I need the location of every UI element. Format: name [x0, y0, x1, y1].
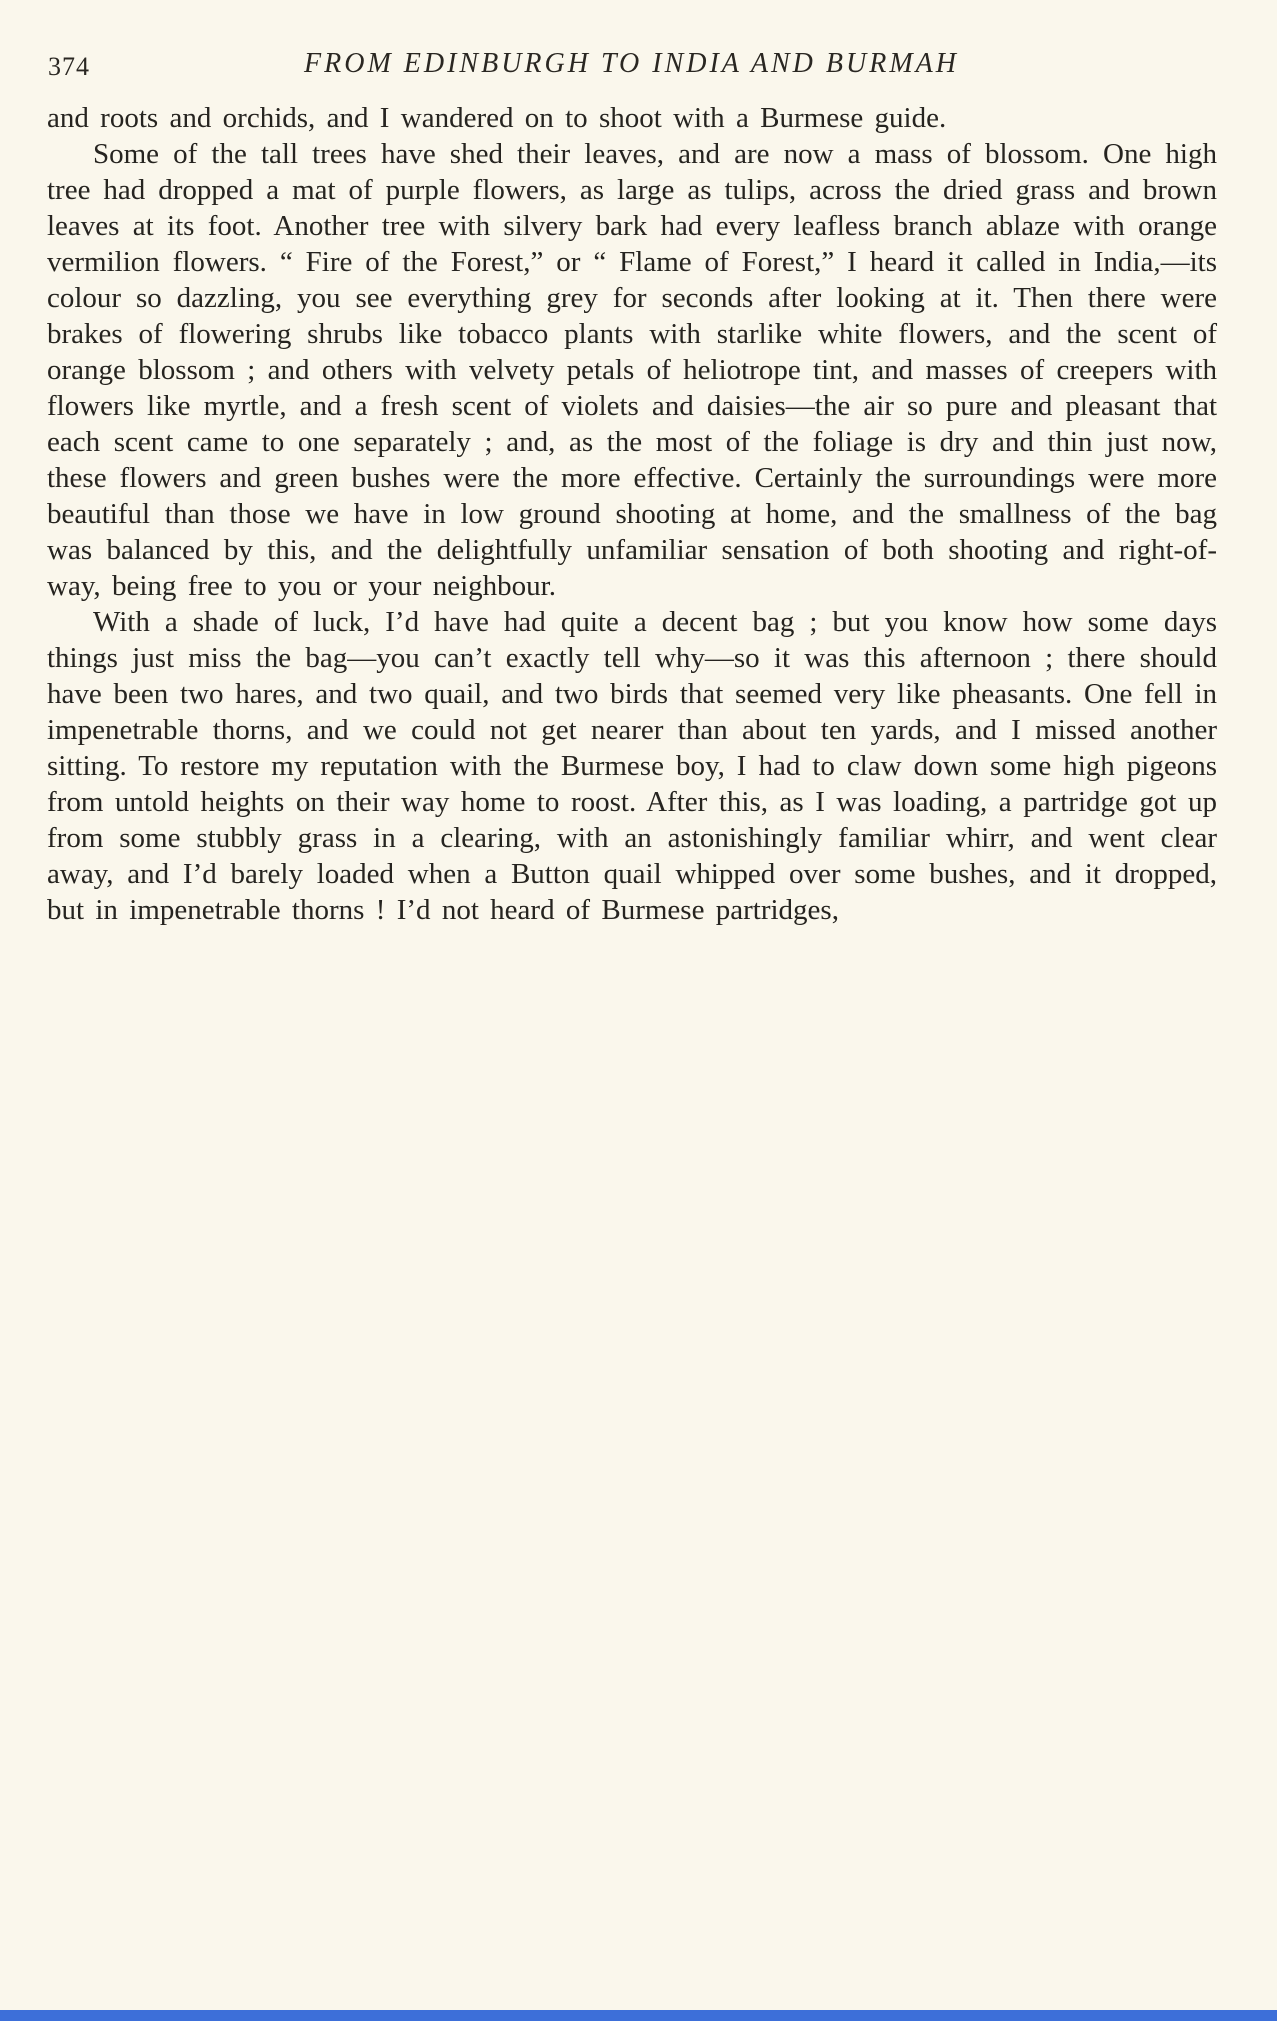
- page-number: 374: [48, 52, 90, 81]
- paragraph: Some of the tall trees have shed their leaves, and are now a mass of blossom. One high tree had dropped a mat of purple flowers, as large as tulips, across the dried grass and brown leaves at its foot. Another tree with silvery bark had every leafless branch ablaze with orange vermilion flowers. “ Fire of the Forest,” or “ Flame of Forest,” I heard it called in India,—its colour so dazzling, you see everything grey for seconds after looking at it. Then there were brakes of flowering shrubs like tobacco plants with starlike white flowers, and the scent of orange blossom ; and others with velvety petals of heliotrope tint, and masses of creepers with flowers like myrtle, and a fresh scent of violets and daisies—the air so pure and pleasant that each scent came to one separately ; and, as the most of the foliage is dry and thin just now, these flowers and green bushes were the more effective. Certainly the surroundings were more beautiful than those we have in low ground shooting at home, and the smallness of the bag was balanced by this, and the delightfully unfamiliar sensation of both shooting and right-of-way, being free to you or your neighbour.: [47, 138, 1217, 602]
- bottom-scan-edge-bar: [0, 2010, 1277, 2021]
- paragraph: and roots and orchids, and I wandered on to shoot with a Burmese guide.: [47, 102, 947, 134]
- page-header: [48, 48, 1215, 88]
- body-text: [47, 100, 1217, 928]
- paragraph: With a shade of luck, I’d have had quite a decent bag ; but you know how some days things just miss the bag—you can’t exactly tell why—so it was this afternoon ; there should have been two hares, and two quail, and two birds that seemed very like pheasants. One fell in impenetrable thorns, and we could not get nearer than about ten yards, and I missed another sitting. To restore my reputation with the Burmese boy, I had to claw down some high pigeons from untold heights on their way home to roost. After this, as I was loading, a partridge got up from some stubbly grass in a clearing, with an astonishingly familiar whirr, and went clear away, and I’d barely loaded when a Button quail whipped over some bushes, and it dropped, but in impenetrable thorns ! I’d not heard of Burmese partridges,: [47, 606, 1217, 926]
- running-title: FROM EDINBURGH TO INDIA AND BURMAH: [304, 48, 959, 79]
